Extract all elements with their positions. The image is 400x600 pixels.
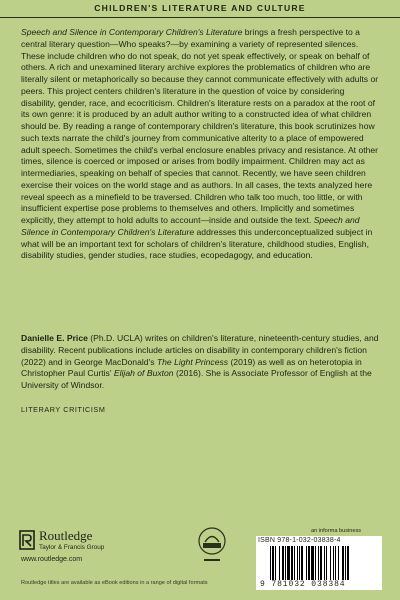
book-description xyxy=(21,27,379,262)
book-title-ref: Speech and Silence in Contemporary Children's Literature xyxy=(21,27,243,37)
ebook-note: Routledge titles are available as eBook editions in a range of digital formats xyxy=(21,580,208,586)
bio-text: (Ph.D. UCLA) writes on children's literature, nineteenth-century studies, and disability. Recent publications include articles on disability in contemporary children's fiction (2022) and in George MacDonald's xyxy=(21,333,379,367)
publisher-group: Taylor & Francis Group xyxy=(39,544,105,551)
parent-company: an informa business xyxy=(311,528,362,534)
series-divider xyxy=(0,17,400,18)
work-title: The Light Princess xyxy=(156,356,229,367)
description-text: brings a fresh perspective to a central literary question—Who speaks?—by examining a variety of represented silences. These include children who do not speak, do not yet speak effectively, or speak on behalf of others. A rich and unexamined literary archive explores the problematics of children who are literally silent or metaphorically so because they cannot communicate effectively with adults or peers. This project centers children's literature in the question of voice by considering disability, gender, race, and ecocriticism. Children's literature rests on a paradox at the root of its own genre: it is produced by an adult author writing to a constructed idea of what children should be. By reading a range of contemporary children's literature, this book scrutinizes how such texts narrate the child's journey from communicative alterity to a place of empowered adult speech. Sometimes the child's verbal enclosure enables privacy and resistance. At other times, silence is coerced or imposed or arises from bodily impairment. Children may act as intermediaries, speaking on behalf of species that cannot. Recently, we have seen children exercise their voices on the world stage and as authors. In all cases, the texts analyzed here reveal speech as a minefield to be traversed. Children who talk too much, too little, or with insufficient expertise pose problems to themselves and others. Implicitly and sometimes explicitly, they attempt to hold adults to account—inside and outside the text. xyxy=(21,27,379,225)
barcode-panel xyxy=(256,536,382,590)
barcode-digits: 9 781032 038384 xyxy=(260,580,346,589)
publisher-website: www.routledge.com xyxy=(21,556,83,563)
subject-category: LITERARY CRITICISM xyxy=(21,405,106,414)
barcode-icon xyxy=(270,546,368,580)
author-bio xyxy=(21,333,379,392)
description-text: addresses this underconceptualized subject in what will be an important text for scholars of children's literature, childhood studies, English, disability studies, gender studies, race studies, ecopedagogy, and education. xyxy=(21,226,373,261)
bio-text: (2016). She is Associate Professor of English at the University of Windsor. xyxy=(21,368,372,390)
series-title: CHILDREN'S LITERATURE AND CULTURE xyxy=(0,0,400,16)
author-name: Danielle E. Price xyxy=(21,333,88,343)
environmental-badge-icon xyxy=(195,526,229,568)
publisher-name: Routledge xyxy=(39,528,93,543)
book-title-ref: Speech and Silence in Contemporary Children's Literature xyxy=(21,215,360,237)
work-title: Elijah of Buxton xyxy=(113,368,174,379)
bio-text: (2019) as well as on heterotopia in Christopher Paul Curtis' xyxy=(21,356,362,379)
routledge-logo-icon xyxy=(19,530,35,550)
isbn-label: ISBN 978-1-032-03838-4 xyxy=(258,537,341,544)
publisher-wordmark xyxy=(39,529,104,552)
